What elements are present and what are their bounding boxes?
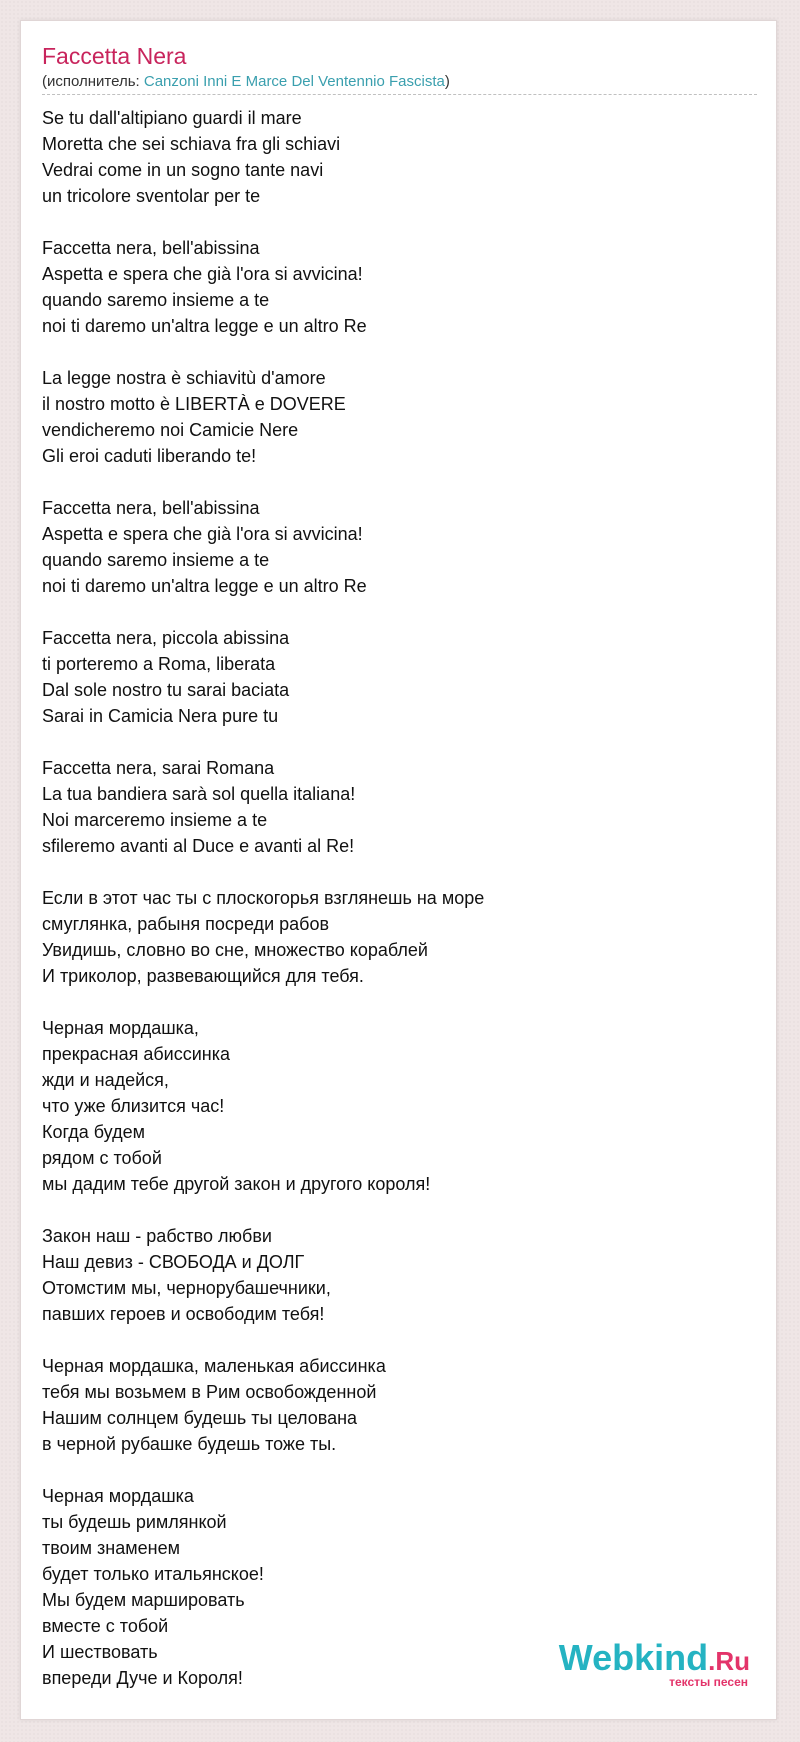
logo-main-text: Webkind [558,1637,709,1678]
lyrics-line: Se tu dall'altipiano guardi il mare [42,108,302,128]
lyrics-line: Aspetta e spera che già l'ora si avvicina! [42,264,363,284]
lyrics-line: Если в этот час ты с плоскогорья взглянешь на море [42,888,485,908]
lyrics-line: La tua bandiera sarà sol quella italiana! [42,784,356,804]
lyrics-line: Noi marceremo insieme a te [42,810,268,830]
lyrics-stanza [42,1015,742,1197]
lyrics-line: sfileremo avanti al Duce e avanti al Re! [42,836,355,856]
lyrics-line: Закон наш - рабство любви [42,1226,272,1246]
lyrics-line: Faccetta nera, bell'abissina [42,498,260,518]
lyrics-line: Когда будем [42,1122,145,1142]
lyrics-line: Faccetta nera, piccola abissina [42,628,290,648]
lyrics-line: ti porteremo a Roma, liberata [42,654,276,674]
lyrics-line: И шествовать [42,1642,158,1662]
artist-link[interactable]: Canzoni Inni E Marce Del Ventennio Fascista [143,73,445,90]
title-divider [42,94,757,95]
lyrics-line: Faccetta nera, bell'abissina [42,238,260,258]
lyrics-line: что уже близится час! [42,1096,225,1116]
lyrics-line: Aspetta e spera che già l'ora si avvicina! [42,524,363,544]
lyrics-stanza [42,1353,742,1457]
lyrics-line: рядом с тобой [42,1148,162,1168]
lyrics-stanza [42,625,742,729]
lyrics-line: жди и надейся, [42,1070,169,1090]
lyrics-line: quando saremo insieme a te [42,290,270,310]
song-title: Faccetta Nera [42,43,187,69]
lyrics-stanza [42,105,742,209]
logo-wordmark [558,1637,750,1679]
lyrics-line: Черная мордашка, [42,1018,199,1038]
lyrics-line: Moretta che sei schiava fra gli schiavi [42,134,341,154]
lyrics-stanza [42,755,742,859]
lyrics-stanza [42,1223,742,1327]
lyrics-line: Gli eroi caduti liberando te! [42,446,257,466]
lyrics-line: прекрасная абиссинка [42,1044,231,1064]
lyrics-stanza [42,495,742,599]
logo-tld: .Ru [708,1646,750,1676]
lyrics-line: Sarai in Camicia Nera pure tu [42,706,279,726]
lyrics-line: Vedrai come in un sogno tante navi [42,160,324,180]
lyrics-line: La legge nostra è schiavitù d'amore [42,368,326,388]
lyrics-line: Отомстим мы, чернорубашечники, [42,1278,331,1298]
lyrics-line: Faccetta nera, sarai Romana [42,758,275,778]
lyrics-line: вместе с тобой [42,1616,169,1636]
lyrics-line: Черная мордашка, маленькая абиссинка [42,1356,386,1376]
lyrics-line: твоим знаменем [42,1538,180,1558]
lyrics-line: И триколор, развевающийся для тебя. [42,966,364,986]
artist-line [42,73,450,90]
lyrics-line: в черной рубашке будешь тоже ты. [42,1434,337,1454]
lyrics-line: Увидишь, словно во сне, множество кораблей [42,940,428,960]
lyrics-text [42,105,742,1717]
lyrics-line: мы дадим тебе другой закон и другого короля! [42,1174,431,1194]
lyrics-line: Нашим солнцем будешь ты целована [42,1408,358,1428]
lyrics-line: Наш девиз - СВОБОДА и ДОЛГ [42,1252,305,1272]
lyrics-line: Dal sole nostro tu sarai baciata [42,680,290,700]
lyrics-line: будет только итальянское! [42,1564,264,1584]
lyrics-line: noi ti daremo un'altra legge e un altro Re [42,576,367,596]
lyrics-line: un tricolore sventolar per te [42,186,261,206]
lyrics-stanza [42,365,742,469]
lyrics-stanza [42,235,742,339]
lyrics-line: тебя мы возьмем в Рим освобожденной [42,1382,377,1402]
lyrics-line: vendicheremo noi Camicie Nere [42,420,299,440]
lyrics-line: il nostro motto è LIBERTÀ e DOVERE [42,394,346,414]
logo-tagline: тексты песен [669,1675,748,1689]
lyrics-stanza [42,885,742,989]
lyrics-line: павших героев и освободим тебя! [42,1304,325,1324]
artist-suffix: ) [444,73,450,90]
lyrics-line: Черная мордашка [42,1486,194,1506]
lyrics-line: noi ti daremo un'altra legge e un altro Re [42,316,367,336]
lyrics-card [20,20,777,1720]
site-logo[interactable] [558,1637,750,1689]
lyrics-line: Мы будем маршировать [42,1590,245,1610]
artist-prefix: (исполнитель: [42,73,144,90]
lyrics-line: впереди Дуче и Короля! [42,1668,243,1688]
lyrics-line: quando saremo insieme a te [42,550,270,570]
lyrics-line: ты будешь римлянкой [42,1512,227,1532]
lyrics-line: смуглянка, рабыня посреди рабов [42,914,330,934]
